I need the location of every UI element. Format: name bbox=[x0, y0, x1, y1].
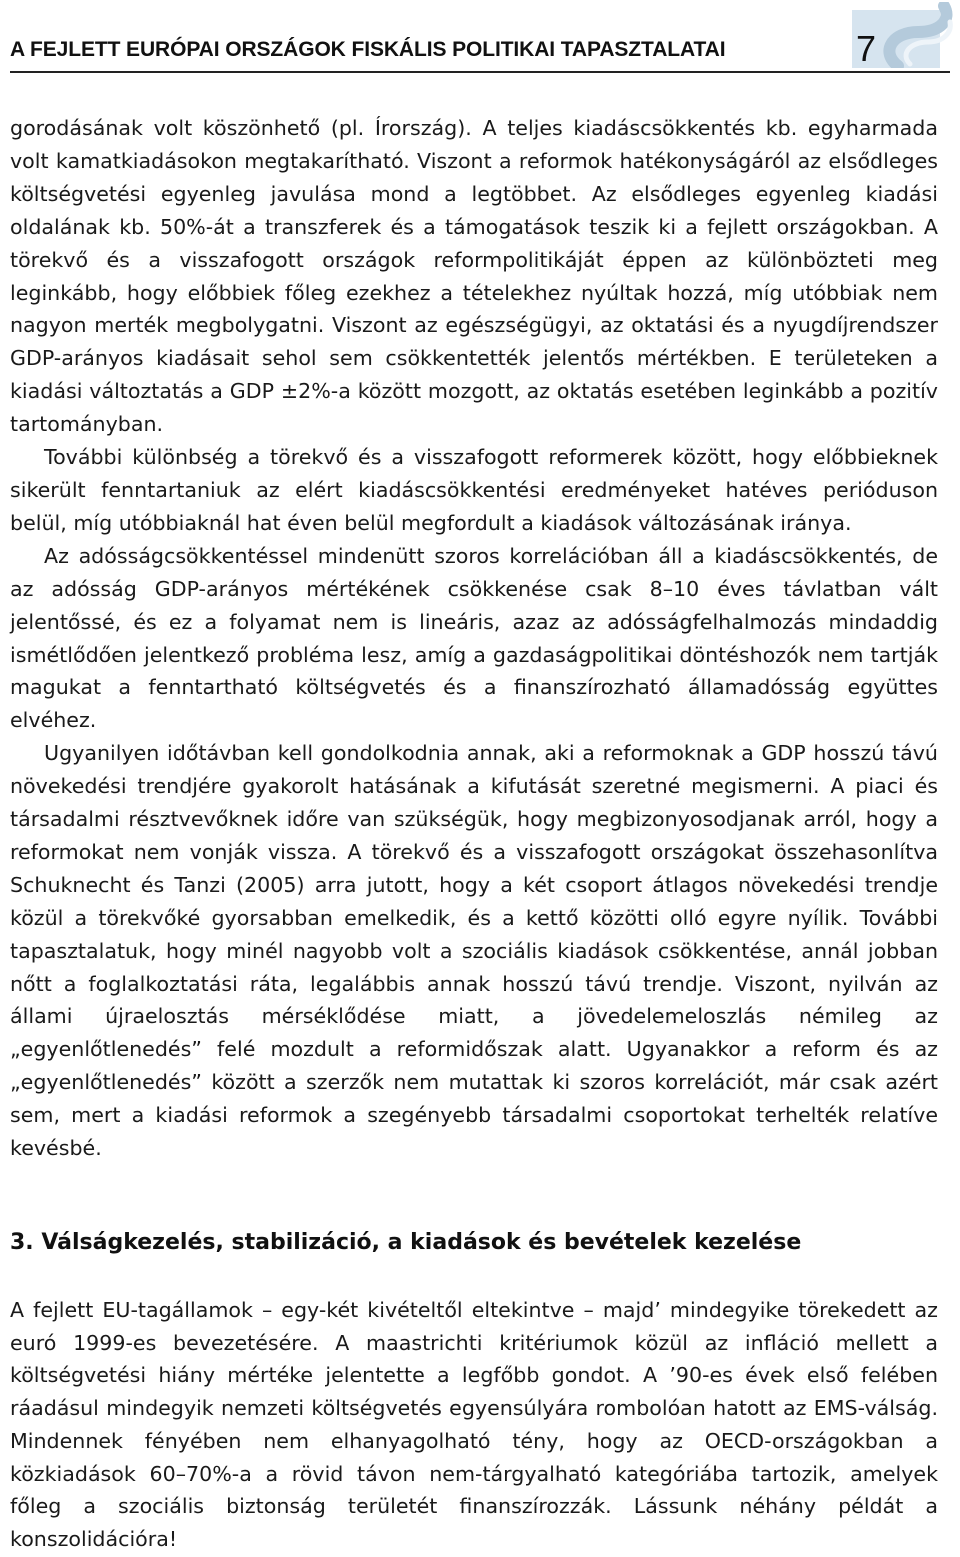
paragraph: Ugyanilyen időtávban kell gondolkodnia annak, aki a reformoknak a GDP hosszú távú növekedési trendjére gyakorolt hatásának a kifutását szeretné megismerni. A piaci és társadalmi résztvevőknek időre van szükségük, hogy megbizonyosodjanak arról, hogy a reformokat nem vonják vissza. A törekvő és a visszafogott országokat összehasonlítva Schuknecht és Tanzi (2005) arra jutott, hogy a két csoport átlagos növekedési trendje közül a törekvőké gyorsabban emelkedik, és a kettő közötti olló egyre nyílik. További tapasztalatuk, hogy minél nagyobb volt a szociális kiadások csökkentése, annál jobban nőtt a foglalkoztatási ráta, legalábbis annak hosszú távú trendje. Viszont, nyilván az állami újraelosztás mérséklődése miatt, a jövedelemeloszlás némileg az „egyenlőtlenedés” felé mozdult a reformidőszak alatt. Ugyanakkor a reform és az „egyenlőtlenedés” között a szerzők nem mutattak ki szoros korrelációt, már csak azért sem, mert a kiadási reformok a szegényebb társadalmi csoportokat terhelték relatíve kevésbé. bbox=[10, 741, 938, 1161]
page-number: 7 bbox=[856, 28, 877, 69]
running-title: A FEJLETT EURÓPAI ORSZÁGOK FISKÁLIS POLITIKAI TAPASZTALATAI bbox=[10, 38, 726, 61]
section-heading: 3. Válságkezelés, stabilizáció, a kiadások és bevételek kezelése bbox=[10, 1230, 802, 1255]
body-text bbox=[10, 112, 938, 1165]
page-header bbox=[10, 0, 950, 72]
paragraph: A fejlett EU-tagállamok – egy-két kivételtől eltekintve – majd’ mindegyike törekedett az euró 1999-es bevezetésére. A maastrichti kritériumok közül az infláció mellett a költségvetési hiány mértéke jelentette a legfőbb gondot. A ’90-es évek első felében ráadásul mindegyik nemzeti költségvetés egyensúlyára rombolóan hatott az EMS-válság. Mindennek fényében nem elhanyagolható tény, hogy az OECD-országokban a közkiadások 60–70%-a a rövid távon nem-tárgyalható kategóriába tartozik, amelyek főleg a szociális biztonság területét finanszírozzák. Lássunk néhány példát a konszolidációra! bbox=[10, 1298, 938, 1551]
paragraph: Az adósságcsökkentéssel mindenütt szoros korrelációban áll a kiadáscsökkentés, de az adósság GDP-arányos mértékének csökkenése csak 8–10 éves távlatban vált jelentőssé, és ez a folyamat nem is lineáris, azaz az adósságfelhalmozás mindaddig ismétlődően jelentkező probléma lesz, amíg a gazdaságpolitikai döntéshozók nem tartják magukat a fenntartható költségvetés és a finanszírozható államadósság együttes elvéhez. bbox=[10, 543, 938, 733]
paragraph: gorodásának volt köszönhető (pl. Írország). A teljes kiadáscsökkentés kb. egyharmada volt kamatkiadásokon megtakarítható. Viszont a reformok hatékonyságáról az elsődleges költségvetési egyenleg javulása mond a legtöbbet. Az elsődleges egyenleg kiadási oldalának kb. 50%-át a transzferek és a támogatások teszik ki a fejlett országokban. A törekvő és a visszafogott országok reformpolitikáját éppen az különbözteti meg leginkább, hogy előbbiek főleg ezekhez a tételekhez nyúltak hozzá, míg utóbbiak nem nagyon merték megbolygatni. Viszont az egészségügyi, az oktatási és a nyugdíjrendszer GDP-arányos kiadásait sehol sem csökkentették jelentős mértékben. E területeken a kiadási változtatás a GDP ±2%-a között mozgott, az oktatás esetében leginkább a pozitív tartományban. bbox=[10, 116, 938, 437]
paragraph: További különbség a törekvő és a visszafogott reformerek között, hogy előbbieknek sikerült fenntartaniuk az elért kiadáscsökkentési eredményeket hatéves perióduson belül, míg utóbbiaknál hat éven belül megfordult a kiadások változásának iránya. bbox=[10, 445, 938, 535]
header-rule bbox=[10, 71, 950, 73]
section-text bbox=[10, 1294, 938, 1556]
